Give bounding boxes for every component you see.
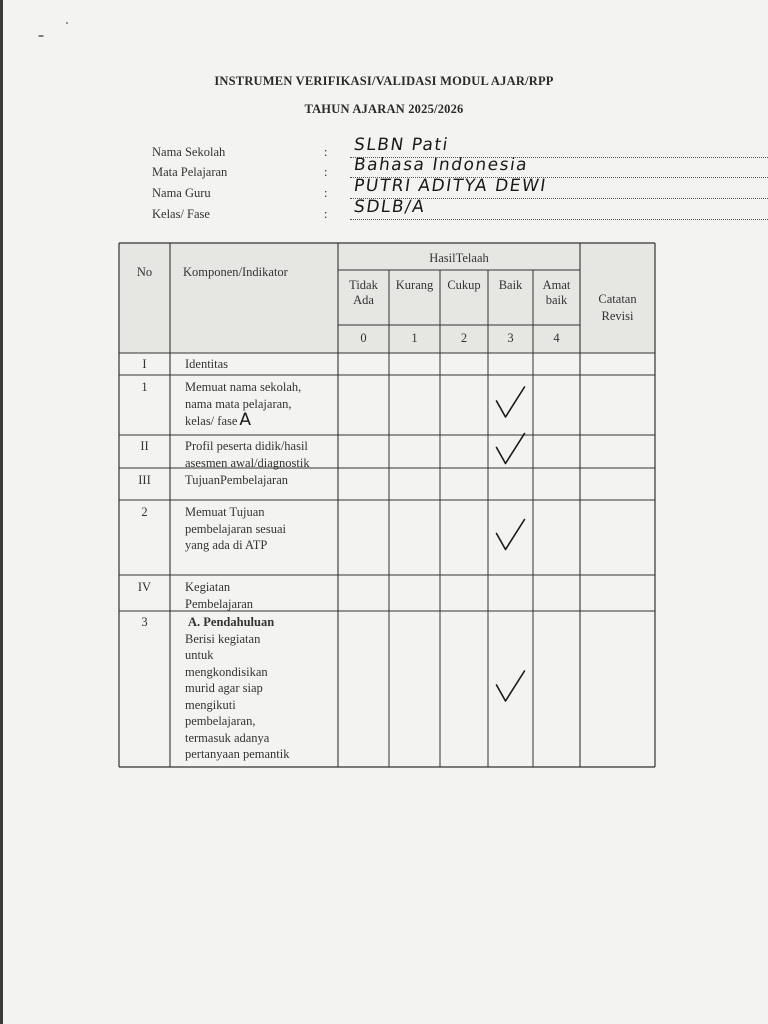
handwritten-value: SDLB/A [352,197,427,217]
row-indicator-text: TujuanPembelajaran [185,473,288,487]
info-label: Mata Pelajaran [152,165,228,179]
info-label: Kelas/ Fase [152,207,210,221]
checkmark-icon [497,387,525,417]
handwritten-value: PUTRI ADITYA DEWI [352,176,549,196]
checkmark-icon [497,671,525,701]
row-indicator-text: Memuat nama sekolah, [185,380,302,394]
row-number: II [140,439,149,453]
info-label: Nama Guru [152,186,211,200]
row-number: 1 [141,380,148,394]
rating-label: Cukup [447,278,481,292]
rating-label: Kurang [395,278,434,292]
header-notes: Catatan [598,292,637,306]
row-indicator-text: yang ada di ATP [185,538,268,552]
header-no: No [136,265,153,279]
row-number: 2 [141,505,148,519]
handwritten-value: Bahasa Indonesia [352,155,530,175]
row-indicator-text: mengkondisikan [185,664,268,679]
row-indicator-text: termasuk adanya [185,730,270,745]
rating-label: Amat [542,278,571,292]
rating-score: 4 [553,331,560,345]
row-heading: A. Pendahuluan [188,615,275,629]
info-colon: : [324,165,328,179]
rating-label: Tidak [349,278,378,292]
row-number: I [142,357,147,371]
rating-label: Ada [353,293,374,307]
row-number: IV [137,580,152,594]
row-indicator-text: asesmen awal/diagnostik [185,455,310,470]
handwritten-mark: A [239,410,252,430]
rating-score: 0 [360,331,367,345]
row-number: 3 [141,615,148,629]
row-indicator-text: pembelajaran sesuai [185,521,286,536]
row-indicator-text: Profil peserta didik/hasil [185,439,308,453]
row-number: III [138,473,151,487]
info-label: Nama Sekolah [152,145,226,159]
info-colon: : [324,207,328,221]
row-indicator-text: Memuat Tujuan [185,505,265,519]
info-colon: : [324,186,328,200]
document-year: TAHUN AJARAN 2025/2026 [304,102,464,116]
handwritten-value: SLBN Pati [352,135,451,155]
row-indicator-text: mengikuti [185,697,236,712]
row-indicator-text: pertanyaan pemantik [185,747,290,761]
document-title: INSTRUMEN VERIFIKASI/VALIDASI MODUL AJAR/RPP [214,74,554,88]
info-colon: : [324,145,328,159]
row-indicator-text: Kegiatan [185,580,231,594]
row-indicator-text: Identitas [185,357,229,371]
rating-score: 3 [507,331,514,345]
header-notes: Revisi [601,309,634,323]
row-indicator-text: kelas/ fase A [185,410,252,430]
row-indicator-text: untuk [185,648,214,662]
row-indicator-text: murid agar siap [185,681,263,695]
rating-label: baik [545,293,568,307]
header-component: Komponen/Indikator [183,265,288,279]
rating-score: 1 [411,331,418,345]
rating-score: 2 [460,331,468,345]
row-indicator-text: pembelajaran, [185,714,256,728]
header-result: HasilTelaah [429,251,489,265]
row-indicator-text: nama mata pelajaran, [185,396,292,411]
row-indicator-text: Pembelajaran [185,596,254,611]
rating-label: Baik [498,278,523,292]
checkmark-icon [497,434,525,464]
row-indicator-text: Berisi kegiatan [185,631,261,646]
checkmark-icon [497,520,525,550]
